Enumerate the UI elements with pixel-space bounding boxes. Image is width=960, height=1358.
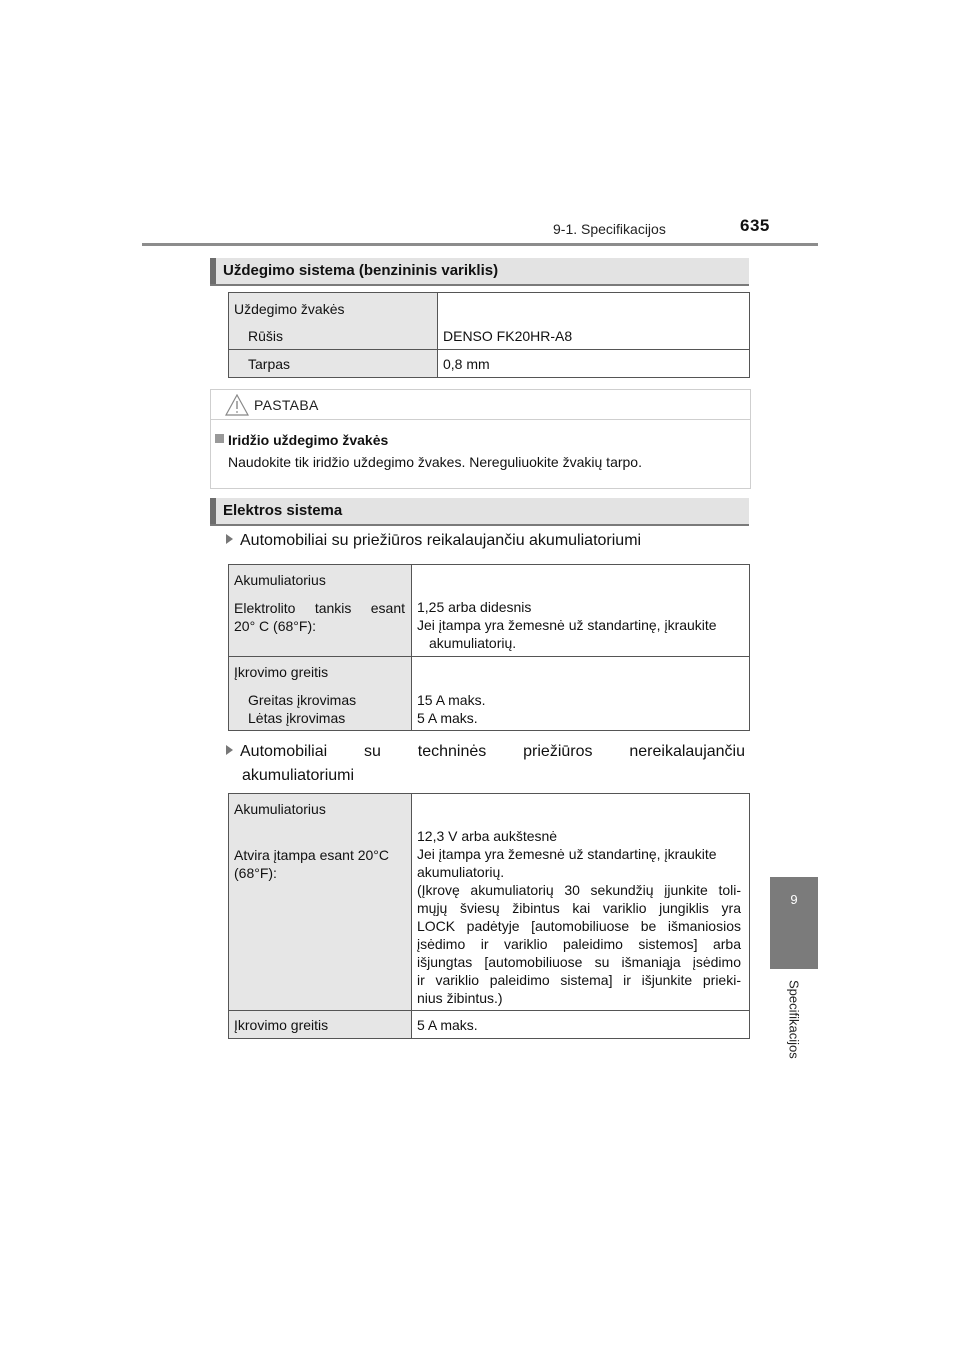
arrow-bullet-icon: [226, 745, 233, 755]
row-value: akumuliatorių.: [417, 864, 505, 880]
row-label: Įkrovimo greitis: [234, 1017, 329, 1033]
table-label-cell: [229, 350, 438, 378]
row-label: Akumuliatorius: [234, 801, 326, 817]
note-box: [210, 389, 751, 489]
note-divider: [211, 419, 750, 420]
table-value-cell: [412, 657, 750, 731]
table-row: [229, 1011, 750, 1039]
row-value: nius žibintus.): [417, 990, 503, 1006]
row-sublabel: Tarpas: [248, 356, 291, 372]
row-value: išjungtas [automobiliuose su išmaniąja įsėdimo: [417, 954, 741, 970]
heading-bar: [210, 498, 216, 524]
row-value: akumuliatorių.: [429, 635, 517, 651]
table-label-cell: [229, 1011, 412, 1039]
row-value: 12,3 V arba aukštesnė: [417, 828, 558, 844]
note-body: Naudokite tik iridžio uždegimo žvakes. Nereguliuokite žvakių tarpo.: [228, 454, 642, 470]
chapter-label-text: Specifikacijos: [786, 980, 802, 1059]
row-value: Jei įtampa yra žemesnė už standartinę, įkraukite: [417, 617, 717, 633]
table-label-cell: [229, 657, 412, 731]
row-label: Akumuliatorius: [234, 572, 326, 588]
table-label-cell: [229, 293, 438, 350]
row-value: mųjų šviesų žibintus kai variklio jungiklis yra: [417, 900, 741, 916]
row-sublabel: 20° C (68°F):: [234, 618, 316, 634]
page-number: 635: [740, 216, 770, 235]
table-value-cell: [412, 794, 750, 1011]
subheading-maintenance-free-battery: [226, 740, 745, 788]
row-sublabel: Elektrolito tankis esant: [234, 600, 405, 616]
arrow-bullet-icon: [226, 534, 233, 544]
row-label: Uždegimo žvakės: [234, 301, 345, 317]
table-value-cell: [438, 293, 750, 350]
row-value: Jei įtampa yra žemesnė už standartinę, įkraukite: [417, 846, 717, 862]
table-row: [229, 657, 750, 731]
ignition-table: [228, 292, 750, 378]
table-value-cell: [412, 565, 750, 657]
row-value: 0,8 mm: [443, 356, 490, 372]
section-heading-text: Elektros sistema: [223, 502, 343, 519]
table-row: [229, 794, 750, 1011]
row-value: 15 A maks.: [417, 692, 486, 708]
heading-bar: [210, 258, 216, 284]
table-value-cell: [438, 350, 750, 378]
row-value: įsėdimo ir variklio paleidimo sistemos] arba: [417, 936, 741, 952]
warning-icon: [225, 394, 249, 416]
section-heading-ignition: [210, 258, 749, 286]
table-row: [229, 350, 750, 378]
row-value: LOCK padėtyje [automobiliuose be išmaniosios: [417, 918, 741, 934]
table-row: [229, 565, 750, 657]
row-sublabel: Rūšis: [248, 328, 284, 344]
row-value: (Įkrovę akumuliatorių 30 sekundžių įjunkite toli-: [417, 882, 741, 898]
row-value: 5 A maks.: [417, 710, 478, 726]
square-bullet-icon: [215, 434, 224, 443]
table-label-cell: [229, 794, 412, 1011]
header-rule: [142, 243, 818, 246]
subheading-maintenance-battery: [226, 532, 641, 550]
subheading-text: Automobiliai su techninės priežiūros nereikalaujančiu: [240, 743, 745, 760]
row-label: Įkrovimo greitis: [234, 664, 329, 680]
battery-table-1: [228, 564, 750, 731]
note-label: PASTABA: [254, 397, 319, 413]
battery-table-2: [228, 793, 750, 1039]
chapter-tab[interactable]: 9: [770, 877, 818, 969]
table-value-cell: [412, 1011, 750, 1039]
row-sublabel: Atvira įtampa esant 20°C: [234, 847, 390, 863]
table-row: [229, 293, 750, 350]
section-heading-text: Uždegimo sistema (benzininis variklis): [223, 262, 499, 279]
row-sublabel: (68°F):: [234, 865, 277, 881]
subheading-text-cont: akumuliatoriumi: [242, 767, 355, 784]
table-label-cell: [229, 565, 412, 657]
chapter-label: [776, 980, 812, 1059]
row-value: 5 A maks.: [417, 1017, 478, 1033]
section-heading-electrical: [210, 498, 749, 526]
row-value: ir variklio paleidimo sistema] ir išjunkite prieki-: [417, 972, 741, 988]
row-value: DENSO FK20HR-A8: [443, 328, 573, 344]
section-title: 9-1. Specifikacijos: [553, 221, 666, 237]
subheading-text: Automobiliai su priežiūros reikalaujančiu akumuliatoriumi: [240, 532, 642, 549]
note-title: Iridžio uždegimo žvakės: [228, 432, 389, 448]
row-sublabel: Greitas įkrovimas: [248, 692, 357, 708]
row-sublabel: Lėtas įkrovimas: [248, 710, 346, 726]
row-value: 1,25 arba didesnis: [417, 599, 532, 615]
